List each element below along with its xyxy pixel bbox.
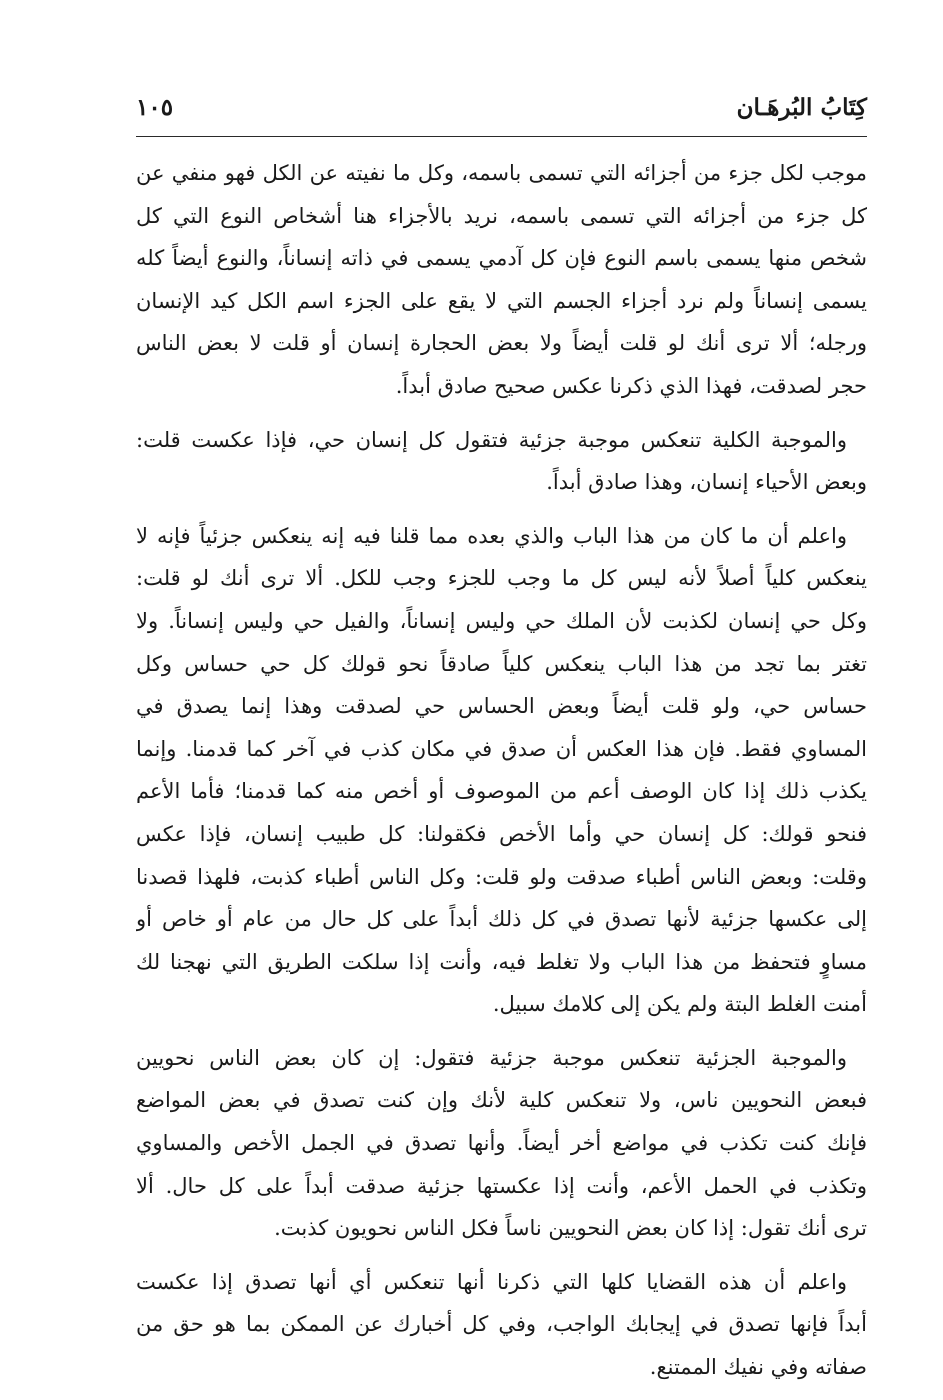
text-line: فإنك كنت تكذب في مواضع أخر أيضاً. وأنها تصدق في الجمل الأخص والمساوي	[136, 1131, 867, 1156]
paragraph	[136, 515, 867, 1026]
header-rule	[136, 136, 867, 137]
page-header	[136, 92, 867, 132]
text-line: تغتر بما تجد من هذا الباب ينعكس كلياً صادقاً نحو قولك كل حي حساس وكل	[136, 651, 867, 676]
text-line: واعلم أن ما كان من هذا الباب والذي بعده مما قلنا فيه إنه ينعكس جزئياً فإنه لا	[136, 523, 847, 548]
text-line: والموجبة الجزئية تنعكس موجبة جزئية فتقول: إن كان بعض الناس نحويين	[136, 1045, 847, 1070]
text-line: كل جزء من أجزائه التي تسمى باسمه، نريد بالأجزاء هنا أشخاص النوع التي كل	[136, 203, 867, 228]
text-line: إلى عكسها جزئية لأنها تصدق في كل ذلك أبداً على كل حال من عام أو خاص أو	[136, 907, 867, 932]
text-line: والموجبة الكلية تنعكس موجبة جزئية فتقول كل إنسان حي، فإذا عكست قلت:	[136, 427, 848, 452]
paragraph	[136, 1261, 867, 1389]
running-title: كِتَابُ البُرهَـان	[736, 94, 867, 121]
text-line: ورجله؛ ألا ترى أنك لو قلت أيضاً ولا بعض الحجارة إنسان أو قلت لا بعض الناس	[136, 331, 867, 356]
page-number: ١٠٥	[136, 94, 174, 121]
text-line: حساس حي، ولو قلت أيضاً وبعض الحساس حي لصدقت وهذا إنما يصدق في	[136, 694, 867, 719]
paragraph	[136, 152, 867, 408]
text-line: ينعكس كلياً أصلاً لأنه ليس كل ما وجب للجزء وجب للكل. ألا ترى أنك لو قلت:	[136, 566, 867, 591]
text-line: فبعض النحويين ناس، ولا تنعكس كلية لأنك وإن كنت تصدق في بعض المواضع	[136, 1088, 867, 1113]
text-line: وتكذب في الحمل الأعم، وأنت إذا عكستها جزئية صدقت أبداً على كل حال. ألا	[136, 1173, 867, 1198]
text-line: مساوٍ فتحفظ من هذا الباب ولا تغلط فيه، وأنت إذا سلكت الطريق التي نهجنا لك	[136, 949, 867, 974]
text-line: ترى أنك تقول: إذا كان بعض النحويين ناساً فكل الناس نحويون كذبت.	[274, 1216, 867, 1241]
text-line: يكذب ذلك إذا كان الوصف أعم من الموصوف أو أخص منه كما قدمنا؛ فأما الأعم	[136, 779, 867, 804]
text-line: واعلم أن هذه القضايا كلها التي ذكرنا أنها تنعكس أي أنها تصدق إذا عكست	[136, 1269, 847, 1294]
text-line: موجب لكل جزء من أجزائه التي تسمى باسمه، وكل ما نفيته عن الكل فهو منفي عن	[136, 161, 867, 185]
text-line: أمنت الغلط البتة ولم يكن إلى كلامك سبيل.	[492, 992, 867, 1017]
text-line: يسمى إنساناً ولم نرد أجزاء الجسم التي لا يقع على الجزء اسم الكل كيد الإنسان	[136, 288, 867, 313]
body-text	[136, 152, 867, 1400]
text-line: أبداً فإنها تصدق في إيجابك الواجب، وفي كل أخبارك عن الممكن بما هو حق من	[136, 1312, 867, 1337]
text-line: وقلت: وبعض الناس أطباء صدقت ولو قلت: وكل الناس أطباء كذبت، فلهذا قصدنا	[136, 864, 867, 889]
text-line: وكل حي إنسان لكذبت لأن الملك حي وليس إنساناً، والفيل حي وليس إنساناً. ولا	[136, 608, 867, 633]
paragraph	[136, 419, 867, 504]
text-line: فنحو قولك: كل إنسان حي وأما الأخص فكقولنا: كل طبيب إنسان، فإذا عكس	[136, 821, 867, 846]
text-line: المساوي فقط. فإن هذا العكس أن صدق في مكان كذب في آخر كما قدمنا. وإنما	[136, 736, 867, 761]
text-line: وبعض الأحياء إنسان، وهذا صادق أبداً.	[546, 470, 867, 495]
text-line: شخص منها يسمى باسم النوع فإن كل آدمي يسمى في ذاته إنساناً، والنوع أيضاً كله	[136, 246, 867, 271]
text-line: حجر لصدقت، فهذا الذي ذكرنا عكس صحيح صادق أبداً.	[395, 373, 867, 398]
paragraph	[136, 1037, 867, 1250]
text-line: صفاته وفي نفيك الممتنع.	[649, 1355, 867, 1380]
